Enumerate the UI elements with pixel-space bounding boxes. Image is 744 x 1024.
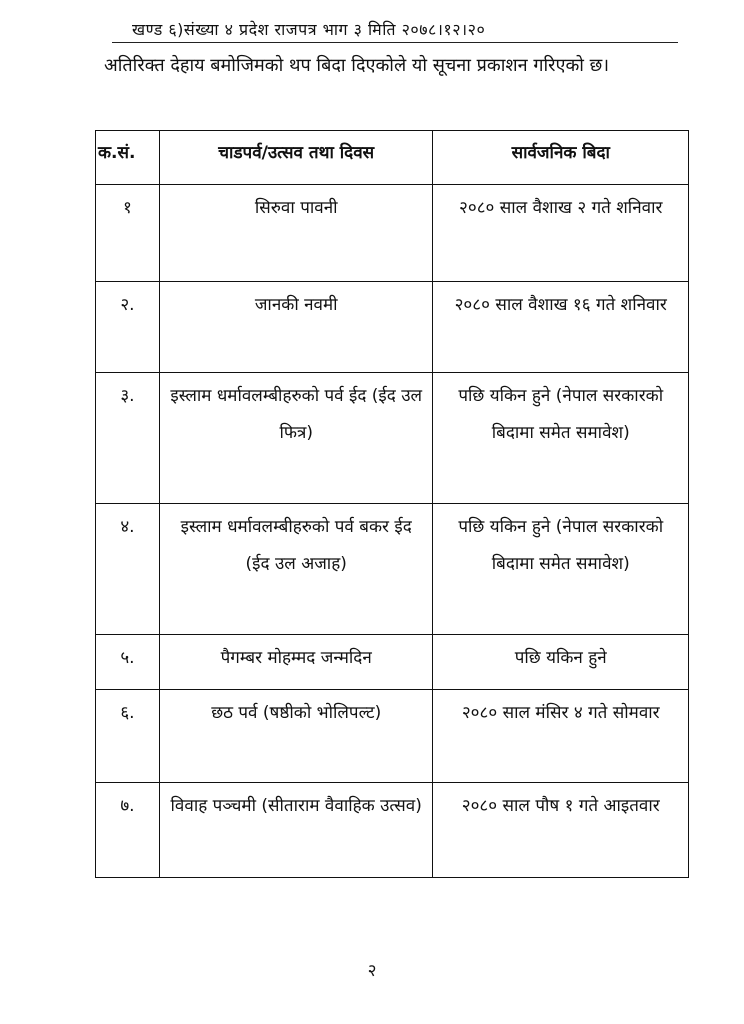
row-holiday: २०८० साल पौष १ गते आइतवार xyxy=(433,783,689,878)
row-holiday: २०८० साल वैशाख १६ गते शनिवार xyxy=(433,282,689,373)
row-festival: सिरुवा पावनी xyxy=(159,185,433,282)
row-holiday: २०८० साल वैशाख २ गते शनिवार xyxy=(433,185,689,282)
row-serial: ४. xyxy=(96,504,160,635)
table-row xyxy=(96,185,689,282)
row-serial: १ xyxy=(96,185,160,282)
header-holiday: सार्वजनिक बिदा xyxy=(433,131,689,185)
row-serial: ७. xyxy=(96,783,160,878)
header-festival: चाडपर्व/उत्सव तथा दिवस xyxy=(159,131,433,185)
table-row xyxy=(96,635,689,690)
holiday-table xyxy=(95,130,689,878)
row-holiday: पछि यकिन हुने xyxy=(433,635,689,690)
row-festival: जानकी नवमी xyxy=(159,282,433,373)
table-row xyxy=(96,373,689,504)
row-holiday: २०८० साल मंसिर ४ गते सोमवार xyxy=(433,690,689,783)
table-header-row xyxy=(96,131,689,185)
header-serial: क.सं. xyxy=(96,131,160,185)
row-serial: २. xyxy=(96,282,160,373)
table-row xyxy=(96,783,689,878)
table-row xyxy=(96,504,689,635)
gazette-header: खण्ड ६)संख्या ४ प्रदेश राजपत्र भाग ३ मिति २०७८।१२।२० xyxy=(132,20,486,39)
table-row xyxy=(96,690,689,783)
row-serial: ६. xyxy=(96,690,160,783)
row-festival: इस्लाम धर्मावलम्बीहरुको पर्व बकर ईद (ईद उल अजाह) xyxy=(159,504,433,635)
table-row xyxy=(96,282,689,373)
row-festival: छठ पर्व (षष्ठीको भोलिपल्ट) xyxy=(159,690,433,783)
row-holiday: पछि यकिन हुने (नेपाल सरकारको बिदामा समेत समावेश) xyxy=(433,373,689,504)
row-holiday: पछि यकिन हुने (नेपाल सरकारको बिदामा समेत समावेश) xyxy=(433,504,689,635)
row-festival: पैगम्बर मोहम्मद जन्मदिन xyxy=(159,635,433,690)
row-serial: ५. xyxy=(96,635,160,690)
page-number: २ xyxy=(367,961,377,981)
row-festival: इस्लाम धर्मावलम्बीहरुको पर्व ईद (ईद उल फित्र) xyxy=(159,373,433,504)
header-rule xyxy=(112,42,678,43)
intro-paragraph: अतिरिक्त देहाय बमोजिमको थप बिदा दिएकोले यो सूचना प्रकाशन गरिएको छ। xyxy=(104,55,610,76)
row-festival: विवाह पञ्चमी (सीताराम वैवाहिक उत्सव) xyxy=(159,783,433,878)
row-serial: ३. xyxy=(96,373,160,504)
